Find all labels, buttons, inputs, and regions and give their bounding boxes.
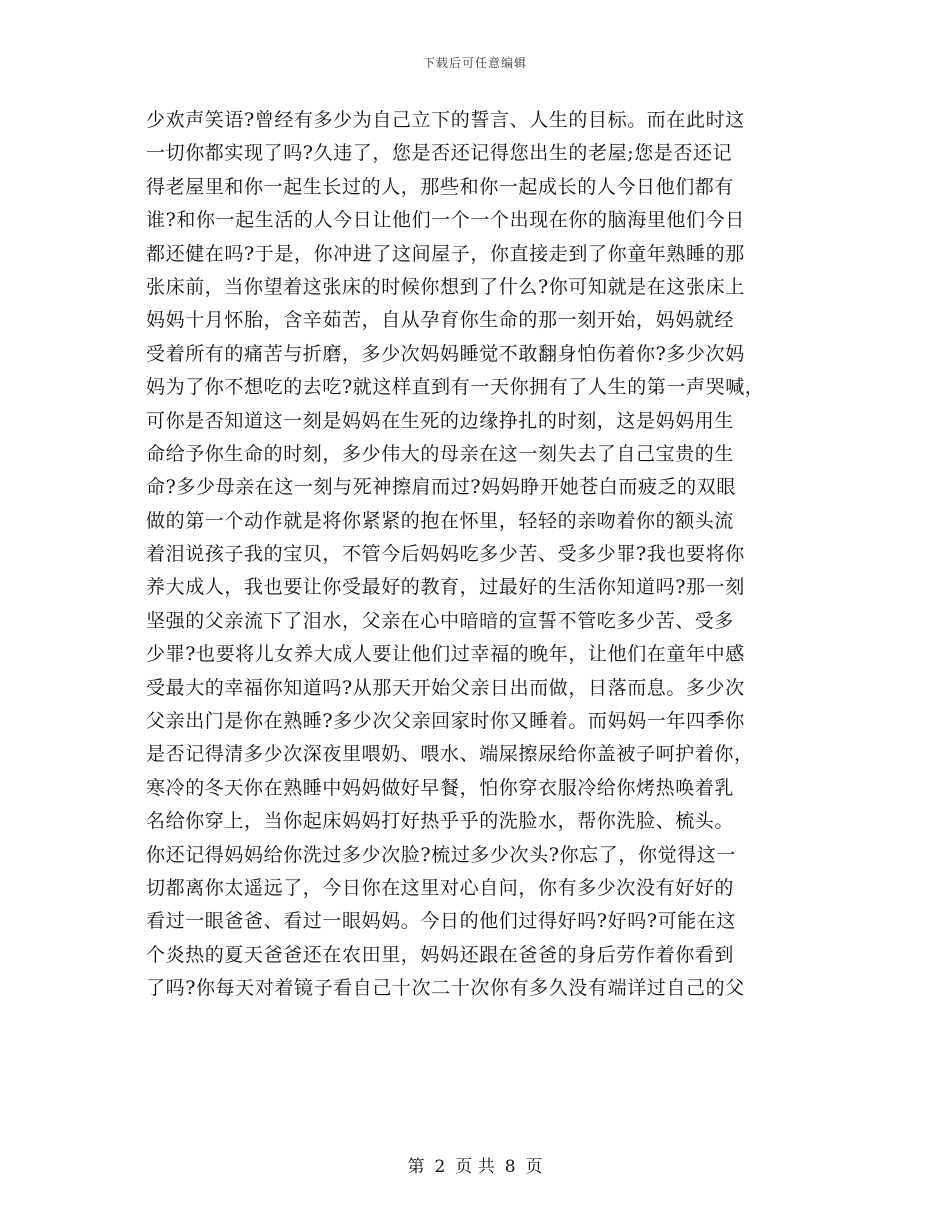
text-line: 名给你穿上，当你起床妈妈打好热乎乎的洗脸水，帮你洗脸、梳头。 — [146, 810, 735, 833]
text-line: 养大成人，我也要让你受最好的教育，过最好的生活你知道吗?那一刻 — [146, 576, 745, 599]
total-pages: 8 — [504, 1157, 516, 1177]
text-line: 一切你都实现了吗?久违了，您是否还记得您出生的老屋;您是否还记 — [146, 142, 733, 165]
header-note: 下载后可任意编辑 — [422, 56, 527, 70]
text-line: 是否记得清多少次深夜里喂奶、喂水、端屎擦尿给你盖被子呵护着你， — [146, 743, 754, 766]
body-text — [146, 104, 826, 1006]
text-line: 张床前，当你望着这张床的时候你想到了什么?你可知就是在这张床上 — [146, 275, 745, 298]
text-line: 个炎热的夏天爸爸还在农田里，妈妈还跟在爸爸的身后劳作着你看到 — [146, 943, 735, 966]
text-line: 着泪说孩子我的宝贝，不管今后妈妈吃多少苦、受多少罪?我也要将你 — [146, 543, 745, 566]
text-line: 命?多少母亲在这一刻与死神擦肩而过?妈妈睁开她苍白而疲乏的双眼 — [146, 476, 736, 499]
text-line: 寒冷的冬天你在熟睡中妈妈做好早餐，怕你穿衣服冷给你烤热唤着乳 — [146, 776, 735, 799]
text-line: 你还记得妈妈给你洗过多少次脸?梳过多少次头?你忘了，你觉得这一 — [146, 843, 736, 866]
text-line: 切都离你太遥远了，今日你在这里对心自问，你有多少次没有好好的 — [146, 876, 735, 899]
text-line: 妈妈十月怀胎，含辛茹苦，自从孕育你生命的那一刻开始，妈妈就经 — [146, 309, 735, 332]
text-line: 少罪?也要将儿女养大成人要让他们过幸福的晚年，让他们在童年中感 — [146, 643, 745, 666]
page-label-middle: 页 共 — [455, 1157, 495, 1177]
page-number: 2 — [434, 1157, 446, 1177]
text-line: 做的第一个动作就是将你紧紧的抱在怀里，轻轻的亲吻着你的额头流 — [146, 509, 735, 532]
text-line: 受着所有的痛苦与折磨，多少次妈妈睡觉不敢翻身怕伤着你?多少次妈 — [146, 342, 745, 365]
text-line: 都还健在吗?于是，你冲进了这间屋子，你直接走到了你童年熟睡的那 — [146, 242, 745, 265]
text-line: 谁?和你一起生活的人今日让他们一个一个出现在你的脑海里他们今日 — [146, 209, 745, 232]
page-label-suffix: 页 — [525, 1157, 543, 1177]
text-line: 看过一眼爸爸、看过一眼妈妈。今日的他们过得好吗?好吗?可能在这 — [146, 910, 736, 933]
text-line: 了吗?你每天对着镜子看自己十次二十次你有多久没有端详过自己的父 — [146, 977, 745, 1000]
text-line: 得老屋里和你一起生长过的人，那些和你一起成长的人今日他们都有 — [146, 175, 735, 198]
page-footer — [0, 1152, 950, 1177]
text-line: 父亲出门是你在熟睡?多少次父亲回家时你又睡着。而妈妈一年四季你 — [146, 710, 745, 733]
text-line: 少欢声笑语?曾经有多少为自己立下的誓言、人生的目标。而在此时这 — [146, 109, 745, 131]
text-line: 可你是否知道这一刻是妈妈在生死的边缘挣扎的时刻，这是妈妈用生 — [146, 409, 735, 432]
text-line: 妈为了你不想吃的去吃?就这样直到有一天你拥有了人生的第一声哭喊， — [146, 376, 765, 399]
text-line: 受最大的幸福你知道吗?从那天开始父亲日出而做，日落而息。多少次 — [146, 676, 745, 699]
text-line: 命给予你生命的时刻，多少伟大的母亲在这一刻失去了自己宝贵的生 — [146, 442, 735, 465]
page-label-prefix: 第 — [407, 1157, 425, 1177]
text-line: 坚强的父亲流下了泪水，父亲在心中暗暗的宣誓不管吃多少苦、受多 — [146, 609, 735, 632]
